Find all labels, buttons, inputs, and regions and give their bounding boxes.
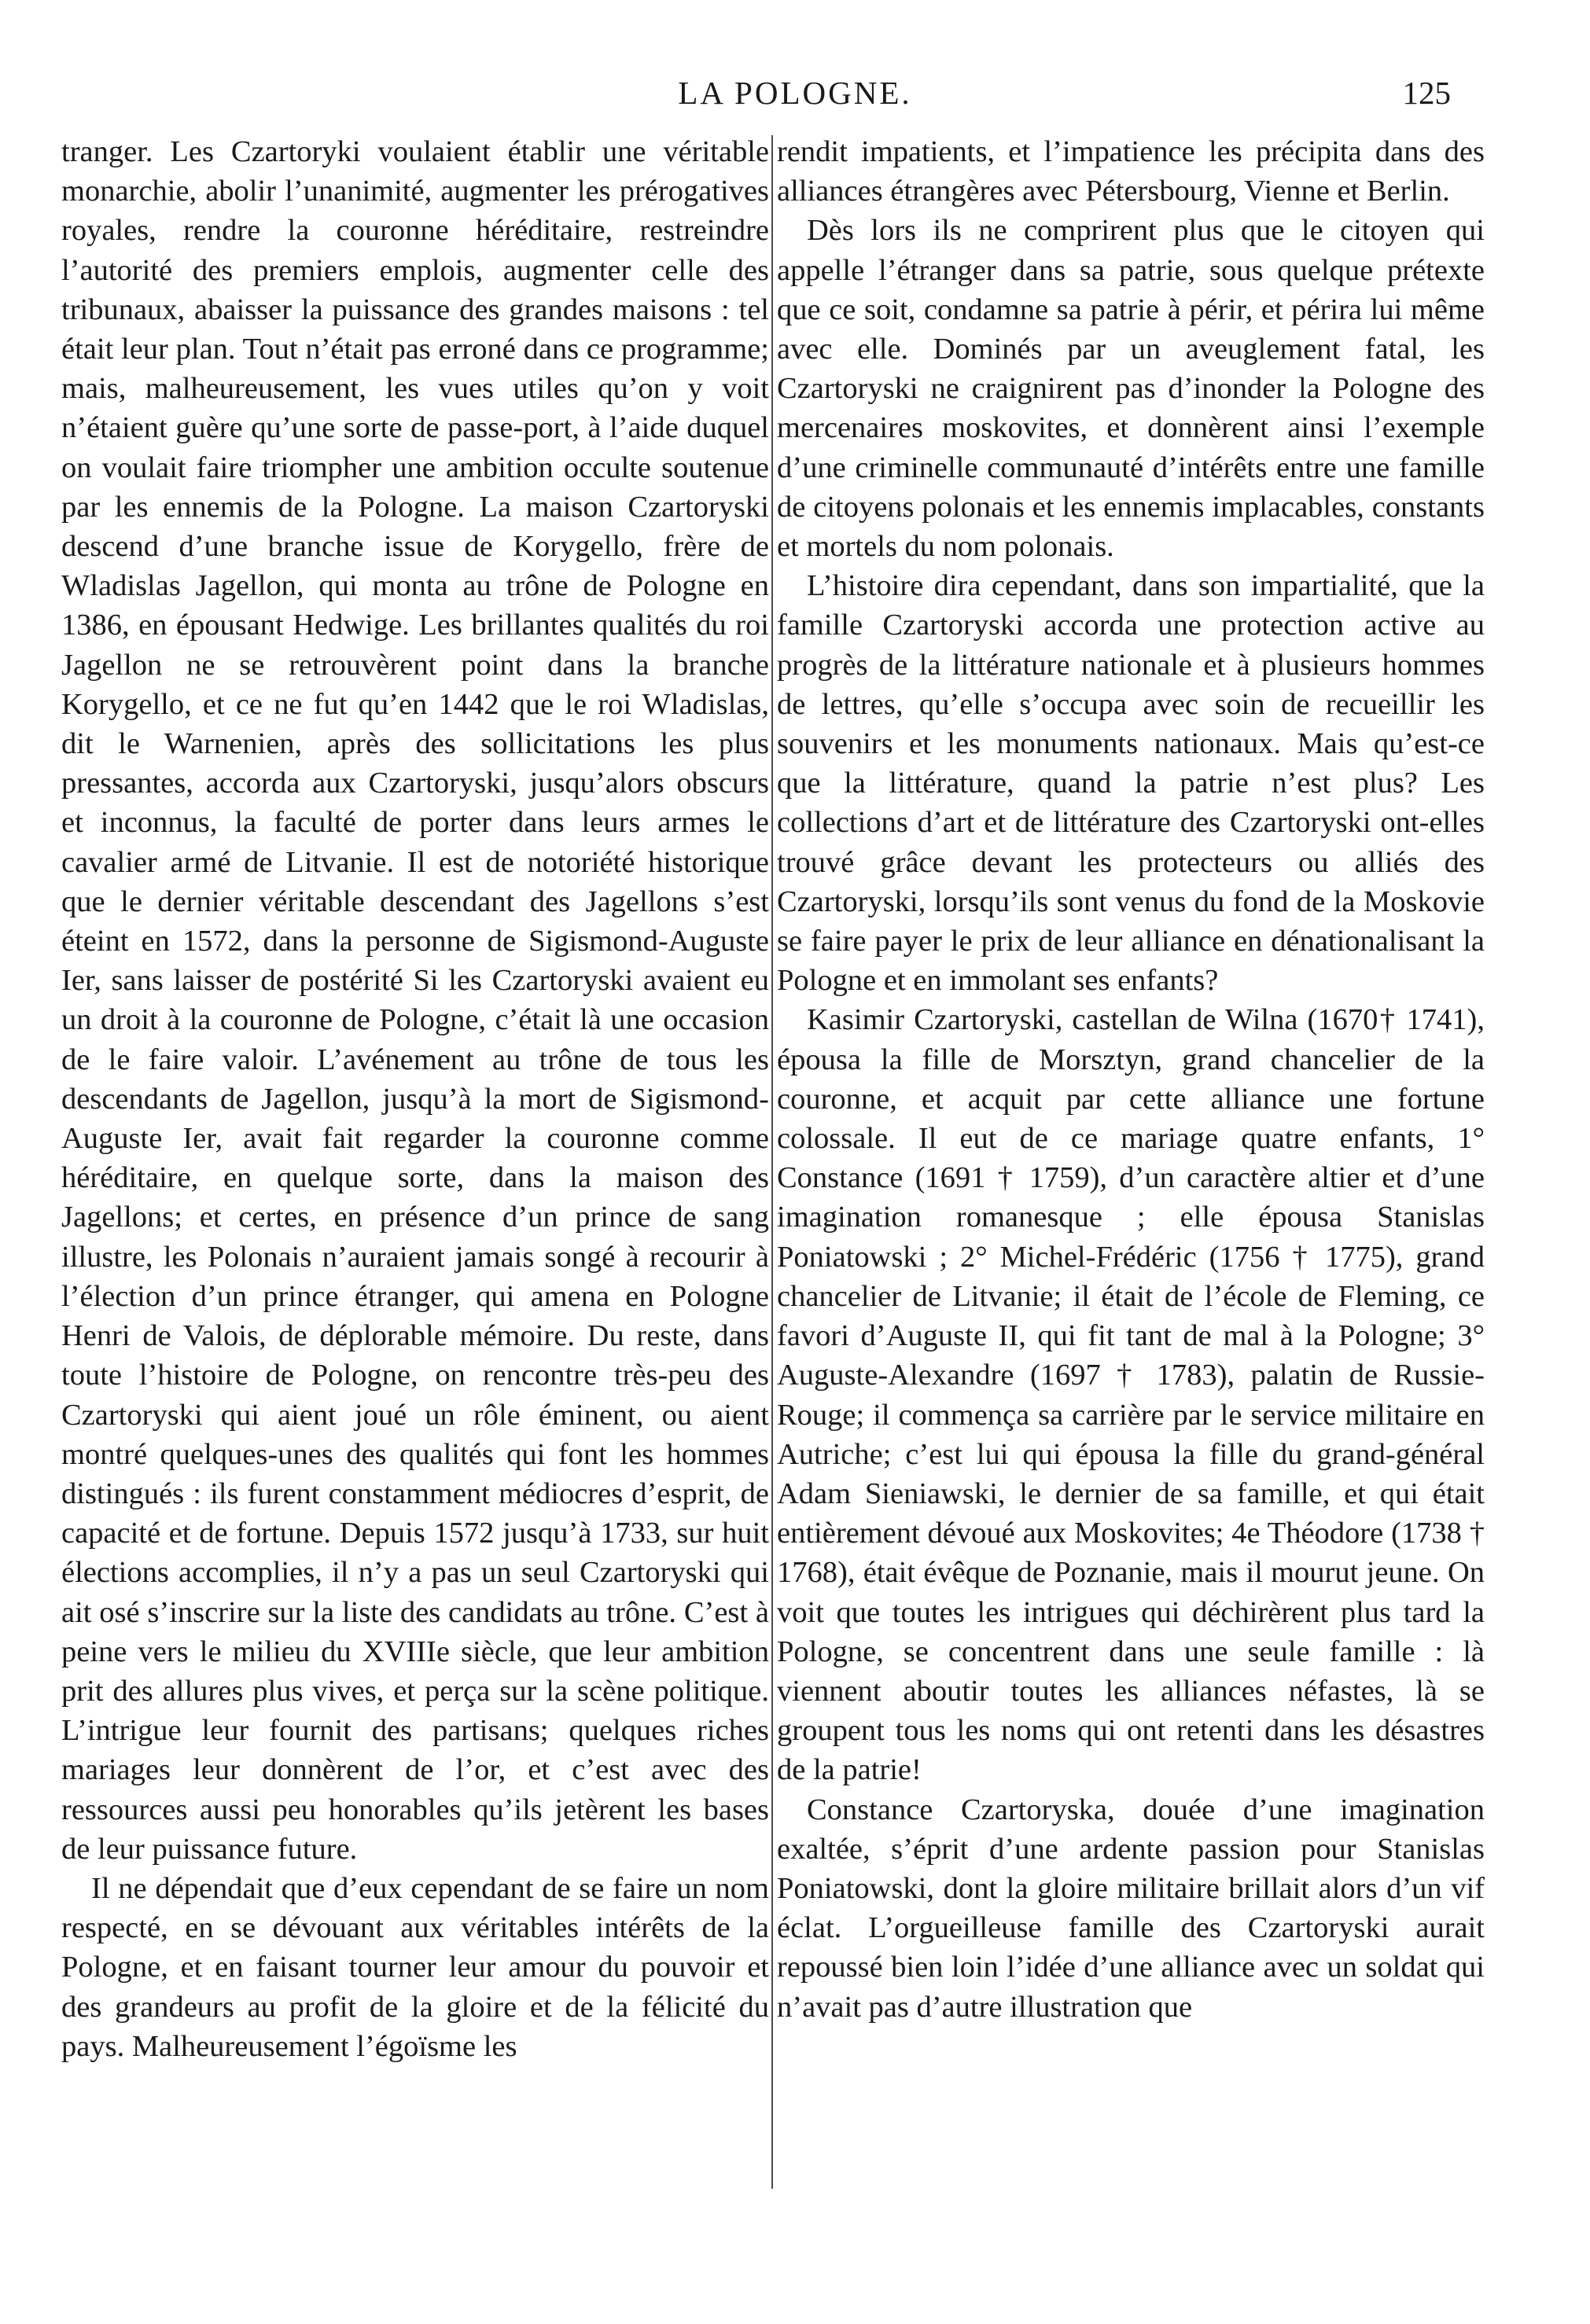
right-paragraph-2: Dès lors ils ne comprirent plus que le citoyen qui appelle l’étranger dans sa patrie, sous quelque prétexte que ce soit, condamne sa patrie à périr, et périra lui même avec elle. Dominés par un aveuglement fatal, les Czartoryski ne craignirent pas d’inonder la Pologne des mercenaires moskovites, et donnèrent ainsi l’exemple d’une criminelle communauté d’intérêts entre une famille de citoyens polonais et les ennemis implacables, constants et mortels du nom polonais. bbox=[777, 214, 1485, 564]
right-paragraph-1: rendit impatients, et l’impatience les précipita dans des alliances étrangères avec Pétersbourg, Vienne et Berlin. bbox=[777, 135, 1485, 208]
right-paragraph-5: Constance Czartoryska, douée d’une imagination exaltée, s’éprit d’une ardente passion pour Stanislas Poniatowski, dont la gloire militaire brillait alors d’un vif éclat. L’orgueilleuse famille des Czartoryski aurait repoussé bien loin l’idée d’une alliance avec un soldat qui n’avait pas d’autre illustration que bbox=[777, 1793, 1485, 2024]
page-number: 125 bbox=[1402, 75, 1451, 111]
right-paragraph-4: Kasimir Czartoryski, castellan de Wilna (1670† 1741), épousa la fille de Morsztyn, grand chancelier de la couronne, et acquit par cette alliance une fortune colossale. Il eut de ce mariage quatre enfants, 1° Constance (1691 † 1759), d’un caractère altier et d’une imagination romanesque ; elle épousa Stanislas Poniatowski ; 2° Michel-Frédéric (1756 † 1775), grand chancelier de Litvanie; il était de l’école de Fleming, ce favori d’Auguste II, qui fit tant de mal à la Pologne; 3° Auguste-Alexandre (1697 † 1783), palatin de Russie-Rouge; il commença sa carrière par le service militaire en Autriche; c’est lui qui épousa la fille du grand-général Adam Sieniawski, le dernier de sa famille, et qui était entièrement dévoué aux Moskovites; 4e Théodore (1738 † 1768), était évêque de Poznanie, mais il mourut jeune. On voit que toutes les intrigues qui déchirèrent plus tard la Pologne, se concentrent dans une seule famille : là viennent aboutir toutes les alliances néfastes, là se groupent tous les noms qui ont retenti dans les désastres de la patrie! bbox=[777, 1003, 1485, 1787]
right-paragraph-3: L’histoire dira cependant, dans son impartialité, que la famille Czartoryski accorda une protection active au progrès de la littérature nationale et à plusieurs hommes de lettres, qu’elle s’occupa avec soin de recueillir les souvenirs et les monuments nationaux. Mais qu’est-ce que la littérature, quand la patrie n’est plus? Les collections d’art et de littérature des Czartoryski ont-elles trouvé grâce devant les protecteurs ou alliés des Czartoryski, lorsqu’ils sont venus du fond de la Moskovie se faire payer le prix de leur alliance en dénationalisant la Pologne et en immolant ses enfants? bbox=[777, 569, 1485, 998]
right-column bbox=[777, 132, 1485, 2027]
left-paragraph-1: tranger. Les Czartoryki voulaient établir une véritable monarchie, abolir l’unanimité, augmenter les prérogatives royales, rendre la couronne héréditaire, restreindre l’autorité des premiers emplois, augmenter celle des tribunaux, abaisser la puissance des grandes maisons : tel était leur plan. Tout n’était pas erroné dans ce programme; mais, malheureusement, les vues utiles qu’on y voit n’étaient guère qu’une sorte de passe-port, à l’aide duquel on voulait faire triompher une ambition occulte soutenue par les ennemis de la Pologne. La maison Czartoryski descend d’une branche issue de Korygello, frère de Wladislas Jagellon, qui monta au trône de Pologne en 1386, en épousant Hedwige. Les brillantes qualités du roi Jagellon ne se retrouvèrent point dans la branche Korygello, et ce ne fut qu’en 1442 que le roi Wladislas, dit le Warnenien, après des sollicitations les plus pressantes, accorda aux Czartoryski, jusqu’alors obscurs et inconnus, la faculté de porter dans leurs armes le cavalier armé de Litvanie. Il est de notoriété historique que le dernier véritable descendant des Jagellons s’est éteint en 1572, dans la personne de Sigismond-Auguste Ier, sans laisser de postérité Si les Czartoryski avaient eu un droit à la couronne de Pologne, c’était là une occasion de le faire valoir. L’avénement au trône de tous les descendants de Jagellon, jusqu’à la mort de Sigismond-Auguste Ier, avait fait regarder la couronne comme héréditaire, en quelque sorte, dans la maison des Jagellons; et certes, en présence d’un prince de sang illustre, les Polonais n’auraient jamais songé à recourir à l’élection d’un prince étranger, qui amena en Pologne Henri de Valois, de déplorable mémoire. Du reste, dans toute l’histoire de Pologne, on rencontre très-peu des Czartoryski qui aient joué un rôle éminent, ou aient montré quelques-unes des qualités qui font les hommes distingués : ils furent constamment médiocres d’esprit, de capacité et de fortune. Depuis 1572 jusqu’à 1733, sur huit élections accomplies, il n’y a pas un seul Czartoryski qui ait osé s’inscrire sur la liste des candidats au trône. C’est à peine vers le milieu du XVIIIe siècle, que leur ambition prit des allures plus vives, et perça sur la scène politique. L’intrigue leur fournit des partisans; quelques riches mariages leur donnèrent de l’or, et c’est avec des ressources aussi peu honorables qu’ils jetèrent les bases de leur puissance future. bbox=[61, 135, 769, 1866]
left-paragraph-2: Il ne dépendait que d’eux cependant de se faire un nom respecté, en se dévouant aux véritables intérêts de la Pologne, et en faisant tourner leur amour du pouvoir et des grandeurs au profit de la gloire et de la félicité du pays. Malheureusement l’égoïsme les bbox=[61, 1871, 769, 2063]
left-column bbox=[61, 132, 769, 2066]
running-header bbox=[0, 69, 1590, 116]
column-divider bbox=[771, 135, 773, 2189]
running-title: LA POLOGNE. bbox=[678, 75, 912, 111]
